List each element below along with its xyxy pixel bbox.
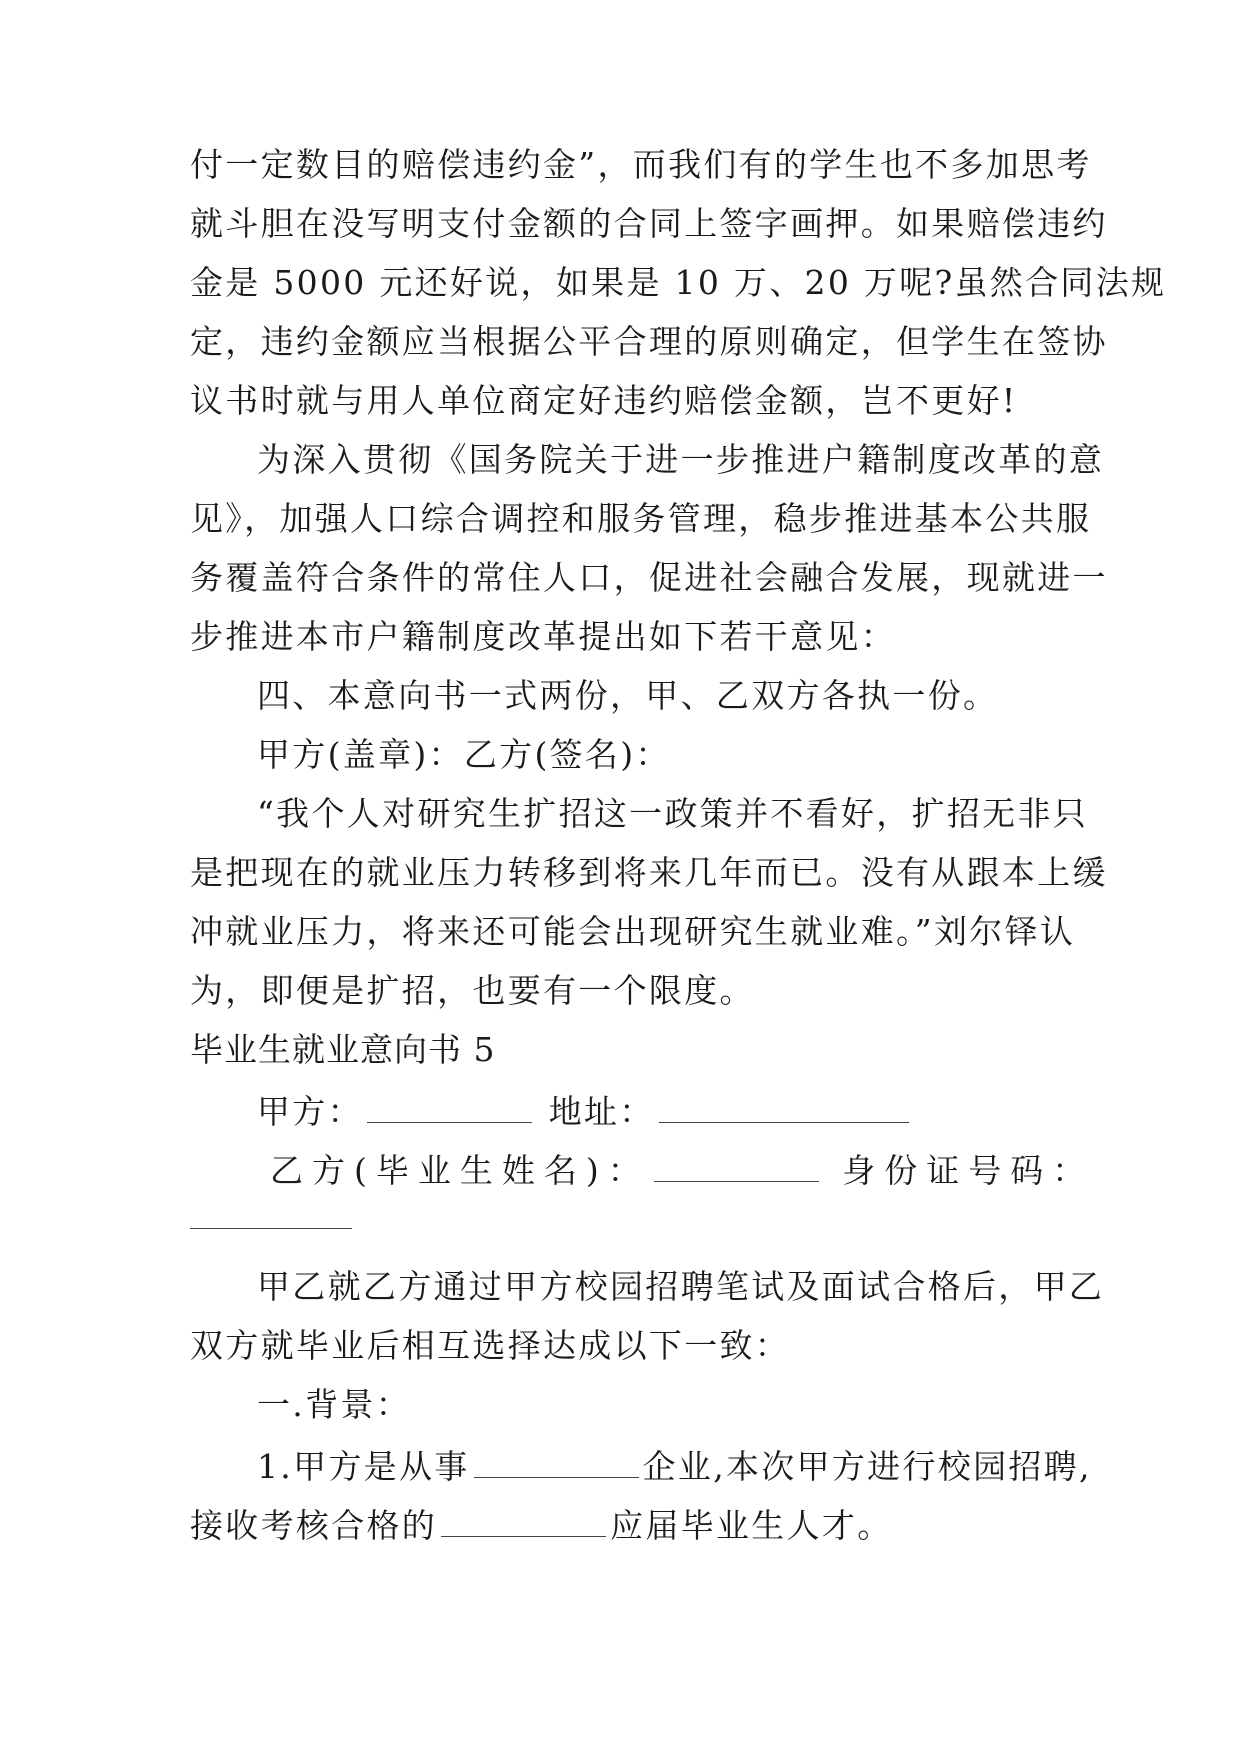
party-b-blank — [654, 1151, 819, 1182]
item-l2-prefix: 接收考核合格的 — [190, 1506, 438, 1545]
paragraph-line: “我个人对研究生扩招这一政策并不看好，扩招无非只 — [257, 794, 1089, 833]
paragraph-line: 为深入贯彻《国务院关于进一步推进户籍制度改革的意 — [257, 440, 1105, 479]
major-blank — [441, 1506, 606, 1537]
paragraph-line: 务覆盖符合条件的常住人口，促进社会融合发展，现就进一 — [190, 558, 1108, 597]
paragraph-line: 见》，加强人口综合调控和服务管理，稳步推进基本公共服 — [190, 499, 1092, 538]
paragraph-line: 定，违约金额应当根据公平合理的原则确定，但学生在签协 — [190, 322, 1108, 361]
party-b-line — [270, 1151, 1095, 1190]
paragraph-line: 甲乙就乙方通过甲方校园招聘笔试及面试合格后，甲乙 — [257, 1267, 1105, 1306]
party-b-label: 乙方(毕业生姓名)： — [270, 1151, 650, 1190]
item-prefix: 1.甲方是从事 — [257, 1447, 470, 1486]
id-number-blank — [190, 1228, 352, 1229]
paragraph-line: 金是 5000 元还好说，如果是 10 万、20 万呢?虽然合同法规 — [190, 263, 1167, 302]
paragraph-line: 双方就毕业后相互选择达成以下一致： — [190, 1326, 791, 1365]
item-l2-suffix: 应届毕业生人才。 — [610, 1506, 893, 1545]
item-line — [257, 1447, 1092, 1486]
industry-blank — [474, 1447, 639, 1478]
paragraph-line: 步推进本市户籍制度改革提出如下若干意见： — [190, 617, 896, 656]
address-blank — [659, 1092, 909, 1123]
item-line — [190, 1506, 1050, 1545]
party-a-blank — [367, 1092, 532, 1123]
paragraph-line: 四、本意向书一式两份，甲、乙双方各执一份。 — [257, 676, 999, 715]
party-a-label: 甲方： — [257, 1092, 363, 1131]
id-number-label: 身份证号码： — [842, 1151, 1095, 1190]
section-title: 一.背景： — [257, 1385, 411, 1424]
item-middle: 企业,本次甲方进行校园招聘, — [642, 1447, 1092, 1486]
party-a-line — [257, 1092, 1050, 1131]
paragraph-line: 付一定数目的赔偿违约金”，而我们有的学生也不多加思考 — [190, 145, 1092, 184]
paragraph-line: 为，即便是扩招，也要有一个限度。 — [190, 971, 755, 1010]
section-heading: 毕业生就业意向书 5 — [190, 1030, 496, 1069]
paragraph-line: 冲就业压力，将来还可能会出现研究生就业难。”刘尔铎认 — [190, 912, 1076, 951]
paragraph-line: 议书时就与用人单位商定好违约赔偿金额，岂不更好! — [190, 381, 1018, 420]
address-label: 地址： — [548, 1092, 655, 1131]
paragraph-line: 就斗胆在没写明支付金额的合同上签字画押。如果赔偿违约 — [190, 204, 1108, 243]
paragraph-line: 是把现在的就业压力转移到将来几年而已。没有从跟本上缓 — [190, 853, 1108, 892]
signature-line: 甲方(盖章)：乙方(签名)： — [257, 735, 671, 774]
